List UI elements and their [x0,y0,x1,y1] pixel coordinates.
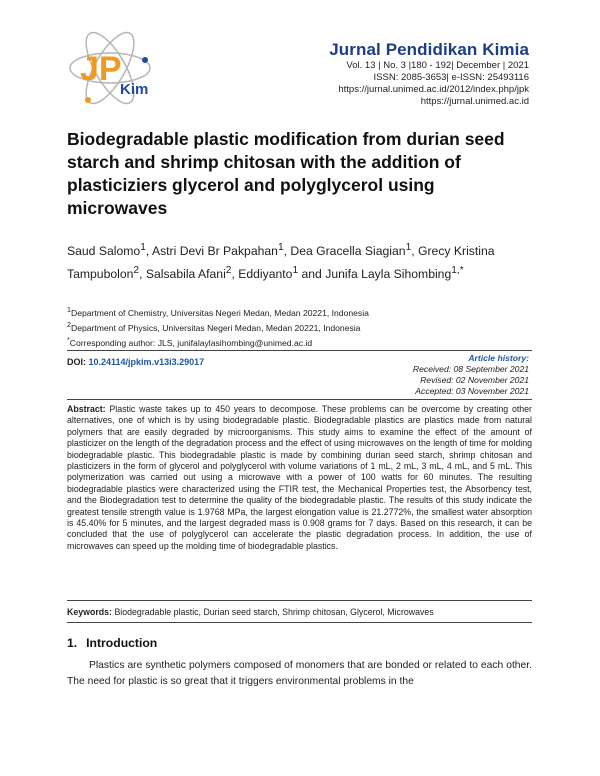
author: Eddiyanto$^1$ [238,265,299,282]
logo-kim-text: Kim [120,81,149,98]
history-title: Article history: [468,353,529,363]
journal-issue: Vol. 13 | No. 3 |180 - 192| December | 2021 [346,60,529,71]
abstract-text: Plastic waste takes up to 450 years to decompose. These problems can be overcome by creating other alternatives, one of which is by using biodegradable plastic. Biodegradable plastics are plastics made from natural polymers that are easily degraded by microorganisms. This study aims to examine the effect of the amount of plasticizer on the length of the degradation process and the effect of using microwaves on the length of time for molding biodegradable plastic. This biodegradable plastic is made by combining durian seed starch, shrimp chitosan and plasticizers in the form of glycerol and polyglycerol with volume variations of 1 mL, 2 mL, 3 mL, 4 mL, and 5 mL. This polymerization was carried out using a microwave with a power of 100 watts for 60 minutes. The resulting biodegradable plastics were characterized using the FTIR test, the Mechanical Properties test, the Absorbency test, and the Biodegradation test to determine the quality of the biodegradable plastic. The results of this study indicate the greatest tensile strength value is 1.9768 MPa, the largest elongation value is 21.2772%, the smallest water absorption is 45.40% for 5 minutes, and the largest degraded mass is 0.908 grams for 7 days. Based on this research, it can be concluded that the use of polyglycerol can accelerate the plastic degradation process. In addition, the use of microwaves can speed up the molding time of biodegradable plastics. [67,404,532,551]
divider [67,399,532,400]
affiliation: $^1$Department of Chemistry, Universitas Negeri Medan, Medan 20221, Indonesia [67,306,369,318]
abstract [67,404,532,552]
journal-url-2[interactable]: https://jurnal.unimed.ac.id [420,96,529,107]
author: Junifa Layla Sihombing$^{1,*}$ [325,265,464,282]
affiliations [67,304,537,349]
author: Saud Salomo$^1$ [67,242,146,259]
author: Salsabila Afani$^2$ [145,265,232,282]
keywords [67,607,532,617]
author-list: Saud Salomo$^1$, Astri Devi Br Pakpahan$^1$, Dea Gracella Siagian$^1$, Grecy Kristina Tampubolon$^2$, Salsabila Afani$^2$, Eddiyanto$^1$ and Junifa Layla Sihombing$^{1,*}$ [67,242,495,282]
keywords-label: Keywords: [67,607,112,617]
author: Dea Gracella Siagian$^1$ [290,242,412,259]
author: Astri Devi Br Pakpahan$^1$ [151,242,284,259]
divider [67,622,532,623]
article-title: Biodegradable plastic modification from durian seed starch and shrimp chitosan with the addition of plasticiziers glycerol and polyglycerol using microwaves [67,129,505,218]
journal-name: Jurnal Pendidikan Kimia [329,40,529,59]
accepted-date: Accepted: 03 November 2021 [415,386,529,396]
keywords-text: Biodegradable plastic, Durian seed starch, Shrimp chitosan, Glycerol, Microwaves [114,607,434,617]
intro-paragraph: Plastics are synthetic polymers composed of monomers that are bonded or related to each other. The need for plastic is so great that it triggers environmental problems in the [67,660,532,687]
journal-issn: ISSN: 2085-3653| e-ISSN: 25493116 [373,72,529,83]
journal-header [329,40,529,108]
affiliation: $^2$Department of Physics, Universitas Negeri Medan, Medan 20221, Indonesia [67,320,361,333]
journal-logo [64,30,156,106]
doi-label: DOI: [67,357,86,367]
logo-jp-text: JP [80,50,122,88]
corresponding-author: *Corresponding author: JLS, junifalaylasihombing@unimed.ac.id [67,335,313,348]
author: Grecy Kristina Tampubolon$^2$ [67,244,495,282]
journal-url-1[interactable]: https://jurnal.unimed.ac.id/2012/index.php/jpk [338,84,529,95]
doi-line [67,357,204,367]
article-history [413,353,529,397]
doi-link[interactable]: 10.24114/jpkim.v13i3.29017 [88,357,205,367]
section-number: 1. [67,636,78,650]
section-title: Introduction [86,636,158,650]
divider [67,350,532,351]
abstract-label: Abstract: [67,404,106,414]
divider [67,600,532,601]
section-heading [67,636,157,650]
revised-date: Revised: 02 November 2021 [420,375,529,385]
received-date: Received: 08 September 2021 [412,364,529,374]
